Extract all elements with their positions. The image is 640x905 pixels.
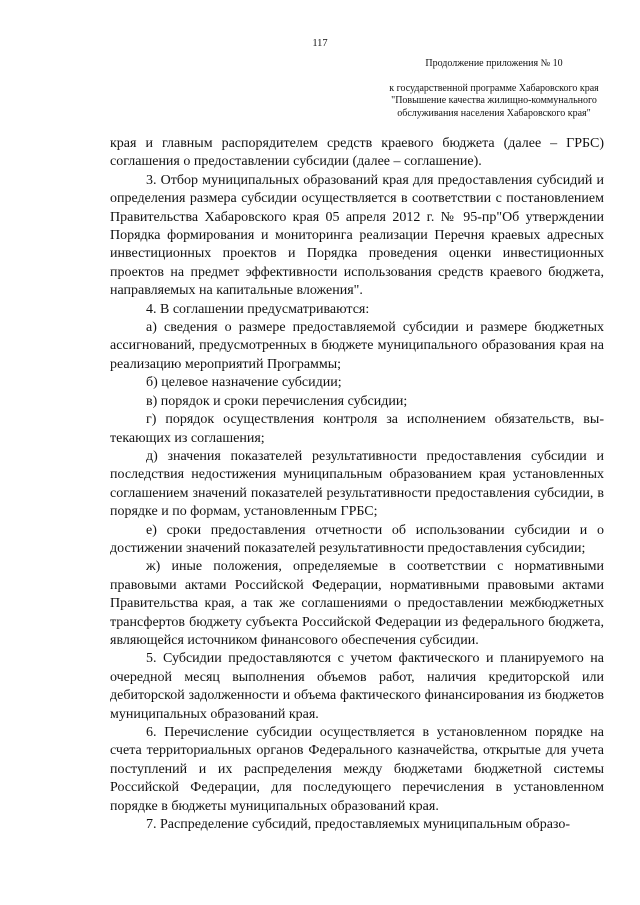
paragraph: а) сведения о размере предоставляемой субсидии и размере бюджетных ассигнований, предусмотренных в бюджете муниципального образования края на реализацию мероприятий Программы; — [110, 320, 604, 372]
appendix-continuation: Продолжение приложения № 10 — [425, 58, 563, 69]
paragraph: края и главным распорядителем средств краевого бюджета (далее – ГРБС) соглашения о предоставлении субсидии (далее – соглашение). — [110, 136, 604, 170]
paragraph: е) сроки предоставления отчетности об использовании субсидии и о достижении значений показателей результативности предоставления субсидии; — [110, 522, 604, 556]
paragraph: в) порядок и сроки перечисления субсидии; — [146, 393, 408, 409]
appendix-reference: к государственной программе Хабаровского края "Повышение качества жилищно-коммунального обслуживания населения Хабаровского края" — [389, 82, 599, 119]
paragraph: 6. Перечисление субсидии осуществляется в установленном порядке на счета территориальных органов Федерального казначейства, открытые для учета поступлений и их распределения между бюджетами бюджетной системы Российской Федерации, для последующего перечисления в установленном порядке в бюджеты муниципальных образований края. — [110, 725, 604, 814]
paragraph: 3. Отбор муниципальных образований края для предоставления субсидий и определения размера субсидии осуществляется в соответствии с постановлением Правительства Хабаровского края 05 апреля 2012 г. № 95-пр"Об утверждении Порядка формирования и мониторинга реализации Перечня краевых адресных инвестиционных проектов и Порядка проведения оценки инвестиционных проектов на предмет эффективности использования средств краевого бюджета, направляемых на капитальные вложения". — [110, 172, 604, 299]
page-number: 117 — [312, 38, 328, 49]
paragraph: 4. В соглашении предусматриваются: — [146, 301, 370, 317]
paragraph: 7. Распределение субсидий, предоставляемых муниципальным образо- — [146, 817, 571, 833]
appendix-header — [384, 58, 604, 120]
document-body — [110, 135, 604, 834]
paragraph: д) значения показателей результативности предоставления субсидии и последствия недостижения муниципальным образованием края установленных соглашением значений показателей результативности предоставления субсидии, в порядке и по формам, установленным ГРБС; — [110, 448, 604, 520]
paragraph: ж) иные положения, определяемые в соответствии с нормативными правовыми актами Российской Федерации, нормативными правовыми актами Правительства края, а так же соглашениями о предоставлении межбюджетных трансфертов бюджету субъекта Российской Федерации из федерального бюджета, являющейся источником финансового обеспечения субсидии. — [110, 559, 604, 648]
paragraph: б) целевое назначение субсидии; — [146, 375, 342, 391]
paragraph: г) порядок осуществления контроля за исполнением обязательств, вытекающих из соглашения; — [110, 412, 604, 446]
paragraph: 5. Субсидии предоставляются с учетом фактического и планируемого на очередной месяц выполнения объемов работ, наличия кредиторской или дебиторской задолженности и объема фактического финансирования из бюджетов муниципальных образований края. — [110, 651, 604, 722]
